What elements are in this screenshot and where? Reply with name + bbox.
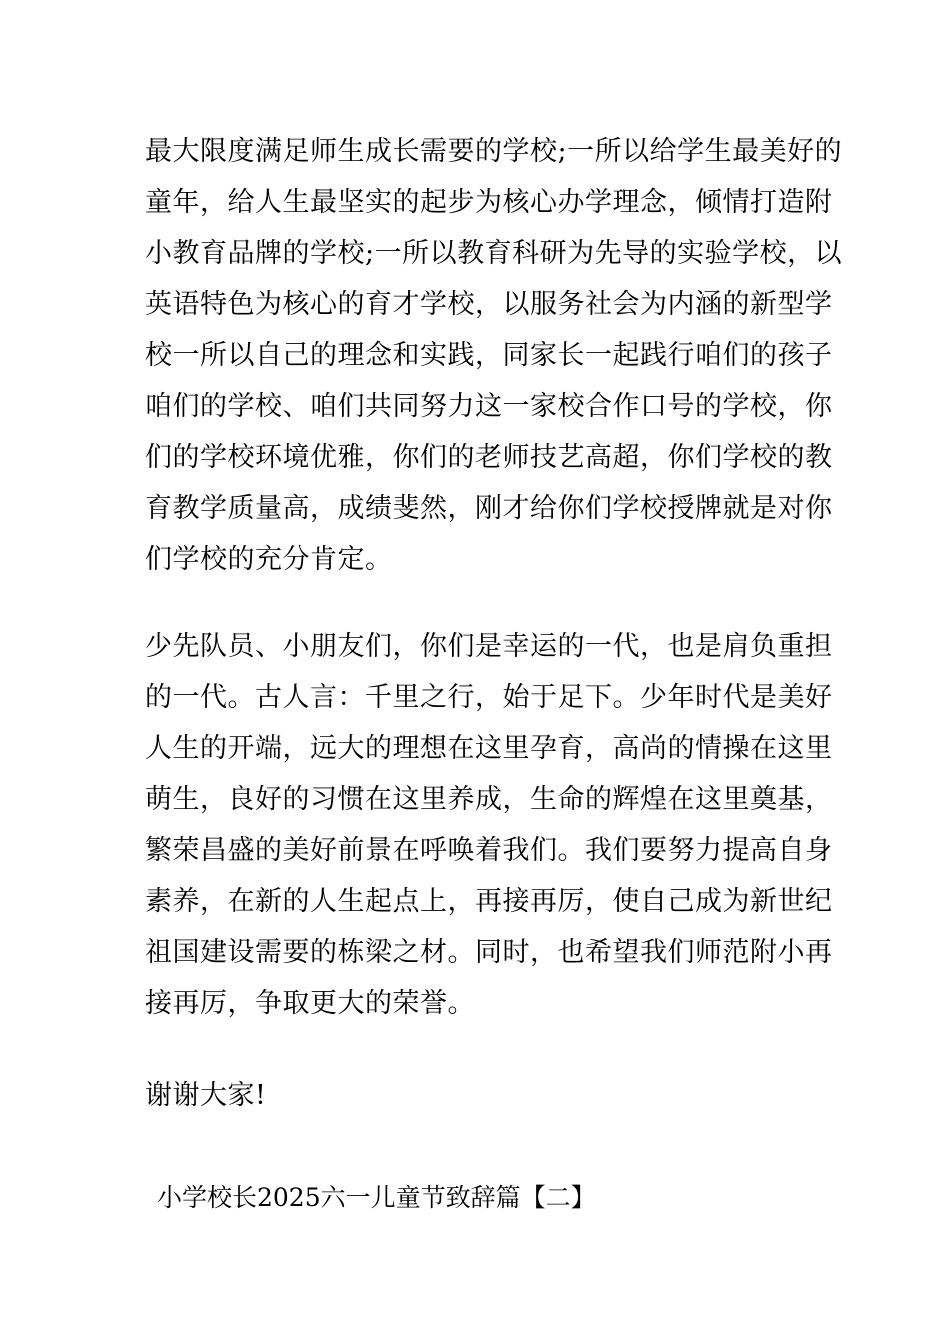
text-line: 少先队员、小朋友们，你们是幸运的一代，也是肩负重担 <box>145 631 833 662</box>
text-line: 小教育品牌的学校;一所以教育科研为先导的实验学校，以 <box>145 238 843 269</box>
text-line: 谢谢大家! <box>145 1080 267 1111</box>
text-line: 咱们的学校、咱们共同努力这一家校合作口号的学校，你 <box>145 391 833 422</box>
text-line: 繁荣昌盛的美好前景在呼唤着我们。我们要努力提高自身 <box>145 835 833 866</box>
text-line: 最大限度满足师生成长需要的学校;一所以给学生最美好的 <box>145 136 843 167</box>
text-line: 祖国建设需要的栋梁之材。同时，也希望我们师范附小再 <box>145 937 833 968</box>
text-line: 的一代。古人言：千里之行，始于足下。少年时代是美好 <box>145 682 833 713</box>
text-line: 育教学质量高，成绩斐然，刚才给你们学校授牌就是对你 <box>145 493 833 524</box>
body-paragraph <box>145 621 833 1029</box>
text-line: 萌生，良好的习惯在这里养成，生命的辉煌在这里奠基， <box>145 784 833 815</box>
text-line: 校一所以自己的理念和实践，同家长一起践行咱们的孩子 <box>145 340 833 371</box>
text-line: 们学校的充分肯定。 <box>145 544 393 575</box>
text-line: 英语特色为核心的育才学校，以服务社会为内涵的新型学 <box>145 289 833 320</box>
text-line: 人生的开端，远大的理想在这里孕育，高尚的情操在这里 <box>145 733 833 764</box>
body-paragraph <box>145 126 843 585</box>
text-line: 们的学校环境优雅，你们的老师技艺高超，你们学校的教 <box>145 442 833 473</box>
section-heading: 小学校长2025六一儿童节致辞篇【二】 <box>157 1183 596 1212</box>
text-line: 接再厉，争取更大的荣誉。 <box>145 988 475 1019</box>
text-line: 素养，在新的人生起点上，再接再厉，使自己成为新世纪 <box>145 886 833 917</box>
text-line: 童年，给人生最坚实的起步为核心办学理念，倾情打造附 <box>145 187 833 218</box>
closing-paragraph <box>145 1070 825 1121</box>
